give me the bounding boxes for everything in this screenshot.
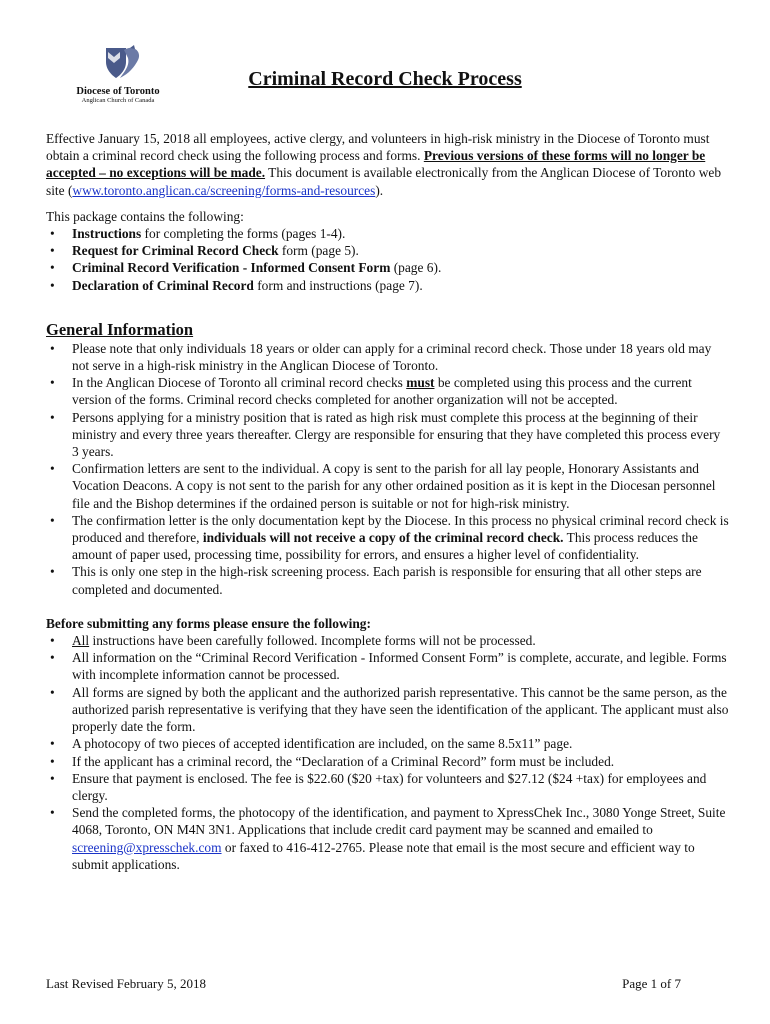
package-list: [46, 225, 730, 294]
logo-name: Diocese of Toronto: [76, 86, 160, 97]
intro-paragraph: Effective January 15, 2018 all employees, active clergy, and volunteers in high-risk ministry in the Diocese of Toronto must obtain a criminal record check using the following process and forms. Previous versions of these forms will no longer be accepted – no exceptions will be made. This document is available electronically from the Anglican Diocese of Toronto web site (www.toronto.anglican.ca/screening/forms-and-resources).: [46, 131, 722, 198]
list-item: • Ensure that payment is enclosed. The fee is $22.60 ($20 +tax) for volunteers and $27.12 ($24 +tax) for employees and clergy.: [72, 770, 730, 804]
list-item: • Confirmation letters are sent to the individual. A copy is sent to the parish for all lay people, Honorary Assistants and Vocation Deacons. A copy is not sent to the parish for any other ordained position as it is kept in the Diocesan personnel file and the Bishop determines if the ordained person is suitable or not for high-risk ministry.: [72, 460, 730, 512]
list-item: • The confirmation letter is the only documentation kept by the Diocese. In this process no physical criminal record check is produced and therefore, individuals will not receive a copy of the criminal record check. This process reduces the amount of paper used, processing time, possibility for errors, and ensures a higher level of confidentiality.: [72, 512, 730, 564]
general-info-heading: General Information: [46, 319, 194, 339]
before-submitting-heading: Before submitting any forms please ensure the following:: [46, 615, 371, 631]
list-item: • If the applicant has a criminal record, the “Declaration of a Criminal Record” form must be included.: [72, 753, 730, 770]
page-number: Page 1 of 7: [622, 976, 681, 991]
general-info-list: [46, 340, 730, 598]
last-revised: Last Revised February 5, 2018: [46, 976, 206, 991]
list-item: • Declaration of Criminal Record form and instructions (page 7).: [72, 277, 730, 294]
forms-resources-link[interactable]: www.toronto.anglican.ca/screening/forms-and-resources: [72, 182, 376, 198]
list-item: • All instructions have been carefully followed. Incomplete forms will not be processed.: [72, 632, 730, 649]
list-item: • Send the completed forms, the photocopy of the identification, and payment to XpressChek Inc., 3080 Yonge Street, Suite 4068, Toronto, ON M4N 3N1. Applications that include credit card payment may be scanned and emailed to screening@xpresschek.com or faxed to 416-412-2765. Please note that email is the most secure and efficient way to submit applications.: [72, 804, 730, 873]
list-item: • All forms are signed by both the applicant and the authorized parish representative. This cannot be the same person, as the authorized parish representative is verifying that they have seen the identification of the applicant. The applicant must also properly date the form.: [72, 684, 730, 736]
document-body: [46, 130, 730, 873]
list-item: • Criminal Record Verification - Informed Consent Form (page 6).: [72, 259, 730, 276]
logo-subtitle: Anglican Church of Canada: [81, 97, 155, 104]
page-title: Criminal Record Check Process: [248, 68, 522, 90]
package-lead: This package contains the following:: [46, 208, 244, 224]
list-item: • All information on the “Criminal Record Verification - Informed Consent Form” is complete, accurate, and legible. Forms with incomplete information cannot be processed.: [72, 649, 730, 683]
list-item: • This is only one step in the high-risk screening process. Each parish is responsible for ensuring that all other steps are completed and documented.: [72, 563, 730, 597]
before-submitting-list: [46, 632, 730, 873]
email-link[interactable]: screening@xpresschek.com: [72, 839, 222, 855]
list-item: • Request for Criminal Record Check form (page 5).: [72, 242, 730, 259]
list-item: • Instructions for completing the forms (pages 1-4).: [72, 225, 730, 242]
intro-bold-notice: Previous versions of these forms will no longer be accepted – no exceptions will be made.: [46, 148, 706, 181]
list-item: • In the Anglican Diocese of Toronto all criminal record checks must be completed using this process and the current version of the forms. Criminal record checks completed for another organization will not be accepted.: [72, 374, 730, 408]
list-item: • A photocopy of two pieces of accepted identification are included, on the same 8.5x11” page.: [72, 735, 730, 752]
page-footer: [46, 976, 681, 992]
list-item: • Please note that only individuals 18 years or older can apply for a criminal record check. Those under 18 years old may not serve in a high-risk ministry in the Anglican Diocese of Toronto.: [72, 340, 730, 374]
list-item: • Persons applying for a ministry position that is rated as high risk must complete this process at the beginning of their ministry and every three years thereafter. Clergy are responsible for ensuring that they have completed this process every 3 years.: [72, 409, 730, 461]
